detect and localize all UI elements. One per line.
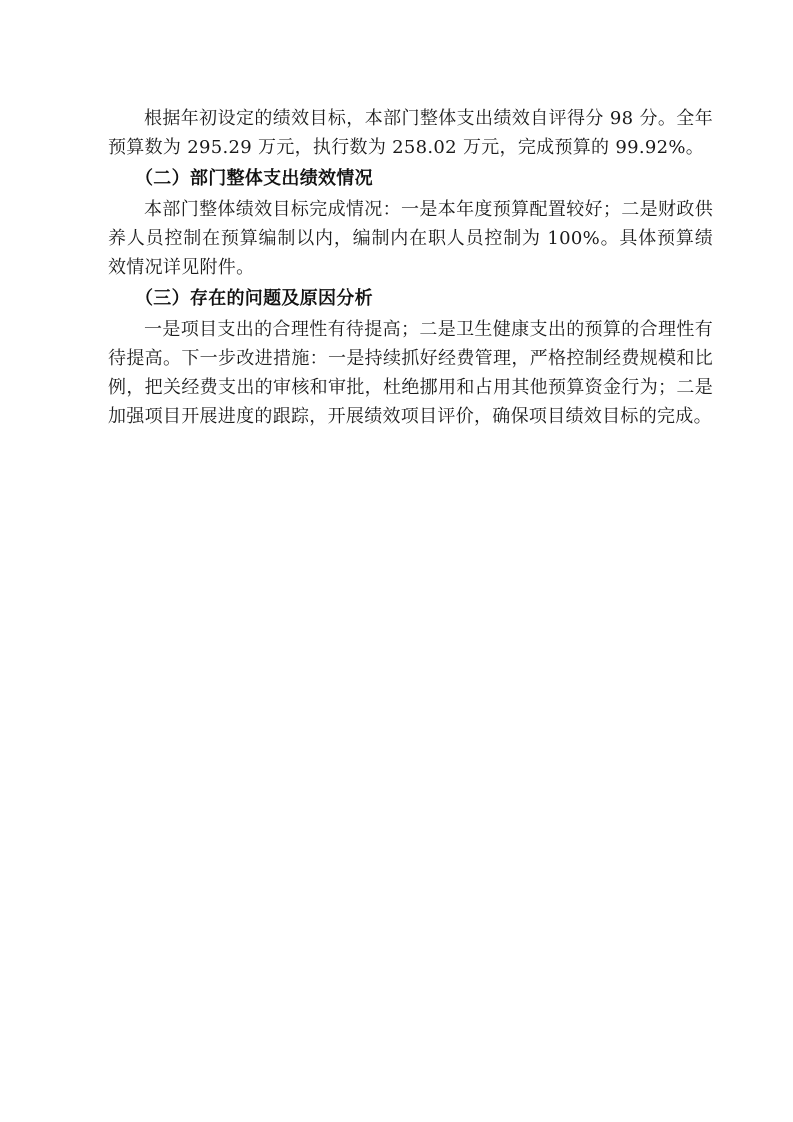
paragraph-performance-score: 根据年初设定的绩效目标，本部门整体支出绩效自评得分 98 分。全年预算数为 295.29 万元，执行数为 258.02 万元，完成预算的 99.92%。 [108,108,713,158]
paragraph-overall-performance: 本部门整体绩效目标完成情况：一是本年度预算配置较好；二是财政供养人员控制在预算编制以内，编制内在职人员控制为 100%。具体预算绩效情况详见附件。 [108,199,713,278]
paragraph-problems-analysis: 一是项目支出的合理性有待提高；二是卫生健康支出的预算的合理性有待提高。下一步改进措施：一是持续抓好经费管理，严格控制经费规模和比例，把关经费支出的审核和审批，杜绝挪用和占用其他预算资金行为；二是加强项目开展进度的跟踪，开展绩效项目评价，确保项目绩效目标的完成。 [108,319,713,427]
section-heading-overall-performance: （二）部门整体支出绩效情况 [135,168,373,189]
document-body [108,104,713,431]
section-heading-problems-analysis: （三）存在的问题及原因分析 [135,288,373,309]
